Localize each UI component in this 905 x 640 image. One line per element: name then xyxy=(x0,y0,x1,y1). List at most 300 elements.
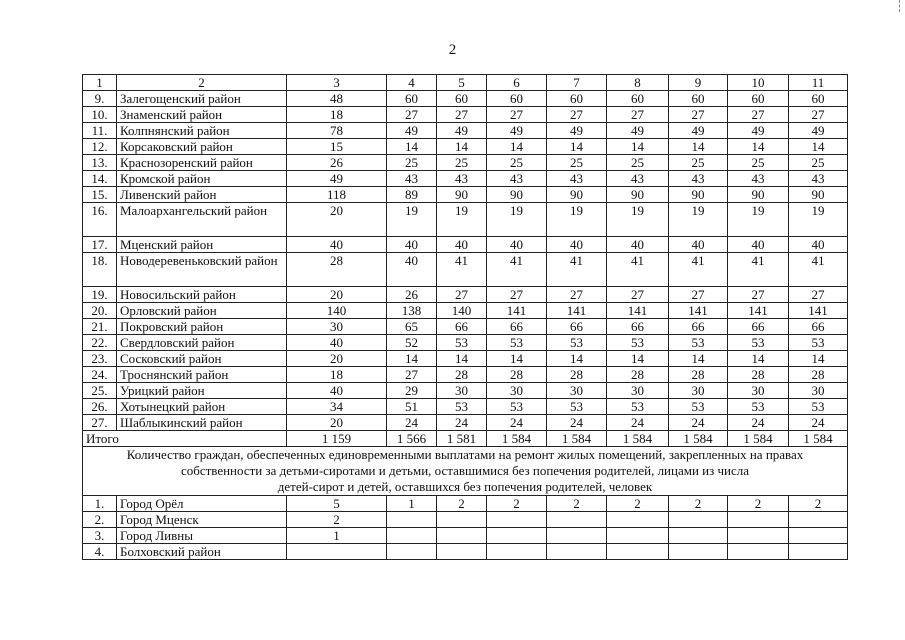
value-cell: 24 xyxy=(669,415,728,431)
value-cell xyxy=(607,528,669,544)
value-cell: 27 xyxy=(728,107,789,123)
value-cell: 43 xyxy=(607,171,669,187)
value-cell: 53 xyxy=(669,335,728,351)
value-cell: 53 xyxy=(437,399,487,415)
section-heading-row xyxy=(83,447,848,496)
value-cell: 66 xyxy=(437,319,487,335)
value-cell: 53 xyxy=(728,399,789,415)
value-cell: 27 xyxy=(547,287,607,303)
column-header: 2 xyxy=(117,75,287,91)
value-cell: 20 xyxy=(287,351,387,367)
value-cell xyxy=(487,528,547,544)
value-cell: 40 xyxy=(728,237,789,253)
value-cell: 2 xyxy=(287,512,387,528)
value-cell: 2 xyxy=(547,496,607,512)
row-number: 25. xyxy=(83,383,117,399)
value-cell: 141 xyxy=(789,303,848,319)
value-cell: 53 xyxy=(547,335,607,351)
value-cell: 14 xyxy=(789,351,848,367)
value-cell: 40 xyxy=(487,237,547,253)
value-cell: 53 xyxy=(487,335,547,351)
value-cell: 66 xyxy=(728,319,789,335)
total-value: 1 584 xyxy=(487,431,547,447)
value-cell: 49 xyxy=(287,171,387,187)
column-header: 11 xyxy=(789,75,848,91)
column-header: 8 xyxy=(607,75,669,91)
value-cell: 41 xyxy=(789,253,848,287)
value-cell: 90 xyxy=(607,187,669,203)
table-row xyxy=(83,335,848,351)
value-cell: 60 xyxy=(669,91,728,107)
value-cell: 41 xyxy=(607,253,669,287)
value-cell: 25 xyxy=(547,155,607,171)
value-cell: 41 xyxy=(437,253,487,287)
value-cell: 140 xyxy=(287,303,387,319)
value-cell: 43 xyxy=(789,171,848,187)
value-cell: 141 xyxy=(607,303,669,319)
value-cell: 49 xyxy=(547,123,607,139)
value-cell xyxy=(387,512,437,528)
value-cell: 25 xyxy=(728,155,789,171)
row-number: 20. xyxy=(83,303,117,319)
row-name: Новодеревеньковский район xyxy=(117,253,287,287)
table-row xyxy=(83,415,848,431)
value-cell: 14 xyxy=(547,139,607,155)
row-name: Болховский район xyxy=(117,544,287,560)
value-cell: 49 xyxy=(669,123,728,139)
value-cell: 28 xyxy=(487,367,547,383)
row-name: Знаменский район xyxy=(117,107,287,123)
value-cell: 26 xyxy=(387,287,437,303)
row-number: 24. xyxy=(83,367,117,383)
row-name: Орловский район xyxy=(117,303,287,319)
value-cell: 2 xyxy=(437,496,487,512)
row-name: Корсаковский район xyxy=(117,139,287,155)
value-cell: 43 xyxy=(487,171,547,187)
value-cell: 66 xyxy=(487,319,547,335)
row-name: Город Мценск xyxy=(117,512,287,528)
section-heading-line: собственности за детьми-сиротами и детьми, оставшимися без попечения родителей, лицами из числа xyxy=(180,463,750,478)
value-cell: 53 xyxy=(728,335,789,351)
row-name: Мценский район xyxy=(117,237,287,253)
row-name: Новосильский район xyxy=(117,287,287,303)
value-cell: 49 xyxy=(387,123,437,139)
total-value: 1 584 xyxy=(669,431,728,447)
table-row xyxy=(83,171,848,187)
section-heading-line: детей-сирот и детей, оставшихся без попечения родителей, человек xyxy=(277,479,653,494)
value-cell: 5 xyxy=(287,496,387,512)
value-cell: 14 xyxy=(437,139,487,155)
value-cell: 19 xyxy=(387,203,437,237)
value-cell: 27 xyxy=(547,107,607,123)
value-cell: 141 xyxy=(728,303,789,319)
value-cell: 65 xyxy=(387,319,437,335)
row-number: 1. xyxy=(83,496,117,512)
value-cell: 19 xyxy=(728,203,789,237)
value-cell xyxy=(789,512,848,528)
value-cell: 30 xyxy=(669,383,728,399)
value-cell: 14 xyxy=(387,351,437,367)
value-cell: 53 xyxy=(607,399,669,415)
value-cell: 24 xyxy=(387,415,437,431)
row-number: 22. xyxy=(83,335,117,351)
value-cell: 90 xyxy=(669,187,728,203)
value-cell: 24 xyxy=(547,415,607,431)
value-cell: 40 xyxy=(789,237,848,253)
value-cell xyxy=(728,544,789,560)
column-header: 7 xyxy=(547,75,607,91)
value-cell: 19 xyxy=(607,203,669,237)
table-row xyxy=(83,383,848,399)
value-cell: 14 xyxy=(487,351,547,367)
value-cell: 118 xyxy=(287,187,387,203)
row-number: 11. xyxy=(83,123,117,139)
value-cell: 53 xyxy=(547,399,607,415)
value-cell xyxy=(728,528,789,544)
row-number: 13. xyxy=(83,155,117,171)
value-cell xyxy=(387,528,437,544)
table-row xyxy=(83,399,848,415)
value-cell: 53 xyxy=(607,335,669,351)
total-value: 1 159 xyxy=(287,431,387,447)
value-cell: 60 xyxy=(487,91,547,107)
value-cell: 28 xyxy=(728,367,789,383)
value-cell: 40 xyxy=(387,237,437,253)
value-cell: 41 xyxy=(669,253,728,287)
value-cell: 19 xyxy=(547,203,607,237)
value-cell: 14 xyxy=(487,139,547,155)
value-cell: 53 xyxy=(437,335,487,351)
table-row xyxy=(83,528,848,544)
value-cell xyxy=(669,544,728,560)
row-number: 19. xyxy=(83,287,117,303)
value-cell: 89 xyxy=(387,187,437,203)
row-number: 15. xyxy=(83,187,117,203)
value-cell: 66 xyxy=(607,319,669,335)
value-cell: 43 xyxy=(387,171,437,187)
value-cell: 14 xyxy=(789,139,848,155)
value-cell: 24 xyxy=(487,415,547,431)
value-cell: 19 xyxy=(669,203,728,237)
value-cell: 41 xyxy=(728,253,789,287)
value-cell: 25 xyxy=(607,155,669,171)
value-cell: 27 xyxy=(669,107,728,123)
section-heading xyxy=(83,447,848,496)
value-cell: 30 xyxy=(487,383,547,399)
corner-mark xyxy=(899,0,901,12)
value-cell: 14 xyxy=(669,351,728,367)
value-cell: 49 xyxy=(487,123,547,139)
value-cell: 49 xyxy=(607,123,669,139)
value-cell: 14 xyxy=(728,139,789,155)
table-row xyxy=(83,155,848,171)
value-cell: 141 xyxy=(487,303,547,319)
row-number: 3. xyxy=(83,528,117,544)
column-header: 9 xyxy=(669,75,728,91)
row-number: 26. xyxy=(83,399,117,415)
value-cell xyxy=(547,528,607,544)
value-cell xyxy=(669,528,728,544)
value-cell: 53 xyxy=(789,335,848,351)
value-cell: 14 xyxy=(607,139,669,155)
value-cell: 66 xyxy=(789,319,848,335)
value-cell: 60 xyxy=(607,91,669,107)
row-number: 27. xyxy=(83,415,117,431)
row-name: Город Ливны xyxy=(117,528,287,544)
value-cell: 27 xyxy=(487,287,547,303)
value-cell: 28 xyxy=(547,367,607,383)
value-cell: 19 xyxy=(487,203,547,237)
value-cell: 27 xyxy=(789,107,848,123)
value-cell: 25 xyxy=(487,155,547,171)
table-row xyxy=(83,512,848,528)
value-cell: 48 xyxy=(287,91,387,107)
value-cell: 43 xyxy=(547,171,607,187)
table-row xyxy=(83,253,848,287)
value-cell: 27 xyxy=(607,287,669,303)
value-cell: 28 xyxy=(789,367,848,383)
value-cell: 15 xyxy=(287,139,387,155)
page-number: 2 xyxy=(448,42,457,58)
value-cell: 25 xyxy=(437,155,487,171)
value-cell: 27 xyxy=(387,367,437,383)
table-row xyxy=(83,496,848,512)
value-cell: 34 xyxy=(287,399,387,415)
value-cell: 1 xyxy=(287,528,387,544)
row-number: 23. xyxy=(83,351,117,367)
value-cell: 28 xyxy=(669,367,728,383)
value-cell: 28 xyxy=(437,367,487,383)
value-cell: 28 xyxy=(607,367,669,383)
value-cell: 90 xyxy=(487,187,547,203)
value-cell: 27 xyxy=(789,287,848,303)
table-row xyxy=(83,303,848,319)
value-cell: 40 xyxy=(437,237,487,253)
value-cell: 24 xyxy=(437,415,487,431)
value-cell: 30 xyxy=(789,383,848,399)
table-row xyxy=(83,91,848,107)
value-cell: 78 xyxy=(287,123,387,139)
value-cell xyxy=(789,544,848,560)
value-cell: 20 xyxy=(287,203,387,237)
total-value: 1 584 xyxy=(789,431,848,447)
value-cell: 66 xyxy=(547,319,607,335)
value-cell: 27 xyxy=(437,107,487,123)
value-cell: 19 xyxy=(789,203,848,237)
value-cell xyxy=(487,512,547,528)
value-cell: 51 xyxy=(387,399,437,415)
value-cell: 2 xyxy=(669,496,728,512)
value-cell xyxy=(437,512,487,528)
row-name: Урицкий район xyxy=(117,383,287,399)
row-name: Кромской район xyxy=(117,171,287,187)
total-value: 1 584 xyxy=(547,431,607,447)
value-cell: 40 xyxy=(547,237,607,253)
value-cell: 90 xyxy=(789,187,848,203)
value-cell: 40 xyxy=(607,237,669,253)
row-name: Шаблыкинский район xyxy=(117,415,287,431)
value-cell: 60 xyxy=(387,91,437,107)
row-name: Ливенский район xyxy=(117,187,287,203)
row-name: Троснянский район xyxy=(117,367,287,383)
column-header: 6 xyxy=(487,75,547,91)
value-cell: 2 xyxy=(607,496,669,512)
value-cell: 14 xyxy=(437,351,487,367)
total-value: 1 584 xyxy=(607,431,669,447)
value-cell xyxy=(287,544,387,560)
table-row xyxy=(83,237,848,253)
total-value: 1 584 xyxy=(728,431,789,447)
value-cell: 30 xyxy=(607,383,669,399)
table-row xyxy=(83,107,848,123)
value-cell: 14 xyxy=(669,139,728,155)
column-header: 1 xyxy=(83,75,117,91)
table-row xyxy=(83,139,848,155)
value-cell: 25 xyxy=(669,155,728,171)
value-cell xyxy=(547,544,607,560)
column-header: 4 xyxy=(387,75,437,91)
value-cell: 19 xyxy=(437,203,487,237)
value-cell: 53 xyxy=(789,399,848,415)
row-name: Сосковский район xyxy=(117,351,287,367)
value-cell: 40 xyxy=(287,237,387,253)
value-cell: 24 xyxy=(789,415,848,431)
row-number: 4. xyxy=(83,544,117,560)
value-cell: 14 xyxy=(607,351,669,367)
value-cell: 40 xyxy=(387,253,437,287)
row-number: 2. xyxy=(83,512,117,528)
table-row xyxy=(83,367,848,383)
value-cell: 20 xyxy=(287,287,387,303)
value-cell: 90 xyxy=(728,187,789,203)
value-cell: 141 xyxy=(547,303,607,319)
value-cell: 20 xyxy=(287,415,387,431)
value-cell: 60 xyxy=(789,91,848,107)
value-cell: 14 xyxy=(728,351,789,367)
value-cell: 40 xyxy=(669,237,728,253)
section-heading-line: Количество граждан, обеспеченных единовременными выплатами на ремонт жилых помещений, закрепленных на правах xyxy=(126,447,804,462)
row-number: 16. xyxy=(83,203,117,237)
value-cell: 27 xyxy=(607,107,669,123)
value-cell: 41 xyxy=(547,253,607,287)
row-number: 18. xyxy=(83,253,117,287)
table-row xyxy=(83,319,848,335)
value-cell: 30 xyxy=(728,383,789,399)
row-name: Город Орёл xyxy=(117,496,287,512)
value-cell: 28 xyxy=(287,253,387,287)
value-cell xyxy=(487,544,547,560)
total-value: 1 566 xyxy=(387,431,437,447)
row-name: Покровский район xyxy=(117,319,287,335)
value-cell: 27 xyxy=(669,287,728,303)
row-number: 12. xyxy=(83,139,117,155)
column-header: 10 xyxy=(728,75,789,91)
value-cell: 14 xyxy=(547,351,607,367)
value-cell: 25 xyxy=(387,155,437,171)
value-cell: 1 xyxy=(387,496,437,512)
value-cell xyxy=(437,528,487,544)
value-cell: 43 xyxy=(669,171,728,187)
total-label: Итого xyxy=(83,431,287,447)
value-cell: 49 xyxy=(437,123,487,139)
value-cell: 24 xyxy=(607,415,669,431)
value-cell: 18 xyxy=(287,367,387,383)
row-number: 9. xyxy=(83,91,117,107)
row-name: Краснозоренский район xyxy=(117,155,287,171)
value-cell: 60 xyxy=(547,91,607,107)
value-cell: 52 xyxy=(387,335,437,351)
value-cell xyxy=(728,512,789,528)
row-name: Хотынецкий район xyxy=(117,399,287,415)
value-cell: 49 xyxy=(789,123,848,139)
value-cell xyxy=(607,512,669,528)
table-row xyxy=(83,544,848,560)
value-cell: 25 xyxy=(789,155,848,171)
row-name: Залегощенский район xyxy=(117,91,287,107)
header-row xyxy=(83,75,848,91)
value-cell: 43 xyxy=(437,171,487,187)
value-cell: 141 xyxy=(669,303,728,319)
total-row xyxy=(83,431,848,447)
value-cell: 18 xyxy=(287,107,387,123)
row-number: 17. xyxy=(83,237,117,253)
value-cell: 60 xyxy=(728,91,789,107)
value-cell: 49 xyxy=(728,123,789,139)
table-row xyxy=(83,203,848,237)
row-number: 10. xyxy=(83,107,117,123)
value-cell: 140 xyxy=(437,303,487,319)
value-cell xyxy=(547,512,607,528)
value-cell: 138 xyxy=(387,303,437,319)
value-cell: 24 xyxy=(728,415,789,431)
table-row xyxy=(83,123,848,139)
value-cell: 53 xyxy=(669,399,728,415)
row-number: 21. xyxy=(83,319,117,335)
row-name: Свердловский район xyxy=(117,335,287,351)
value-cell xyxy=(607,544,669,560)
value-cell: 90 xyxy=(547,187,607,203)
value-cell: 30 xyxy=(287,319,387,335)
value-cell xyxy=(387,544,437,560)
table-row xyxy=(83,187,848,203)
value-cell: 2 xyxy=(487,496,547,512)
value-cell xyxy=(669,512,728,528)
value-cell: 2 xyxy=(728,496,789,512)
value-cell xyxy=(437,544,487,560)
value-cell: 43 xyxy=(728,171,789,187)
data-table xyxy=(82,74,848,560)
row-name: Малоархангельский район xyxy=(117,203,287,237)
value-cell: 40 xyxy=(287,383,387,399)
value-cell: 30 xyxy=(437,383,487,399)
value-cell: 66 xyxy=(669,319,728,335)
value-cell: 27 xyxy=(728,287,789,303)
row-name: Колпнянский район xyxy=(117,123,287,139)
table-row xyxy=(83,287,848,303)
value-cell: 27 xyxy=(437,287,487,303)
value-cell: 14 xyxy=(387,139,437,155)
column-header: 3 xyxy=(287,75,387,91)
value-cell: 53 xyxy=(487,399,547,415)
value-cell xyxy=(789,528,848,544)
table-row xyxy=(83,351,848,367)
value-cell: 27 xyxy=(487,107,547,123)
value-cell: 41 xyxy=(487,253,547,287)
value-cell: 90 xyxy=(437,187,487,203)
column-header: 5 xyxy=(437,75,487,91)
value-cell: 2 xyxy=(789,496,848,512)
value-cell: 40 xyxy=(287,335,387,351)
